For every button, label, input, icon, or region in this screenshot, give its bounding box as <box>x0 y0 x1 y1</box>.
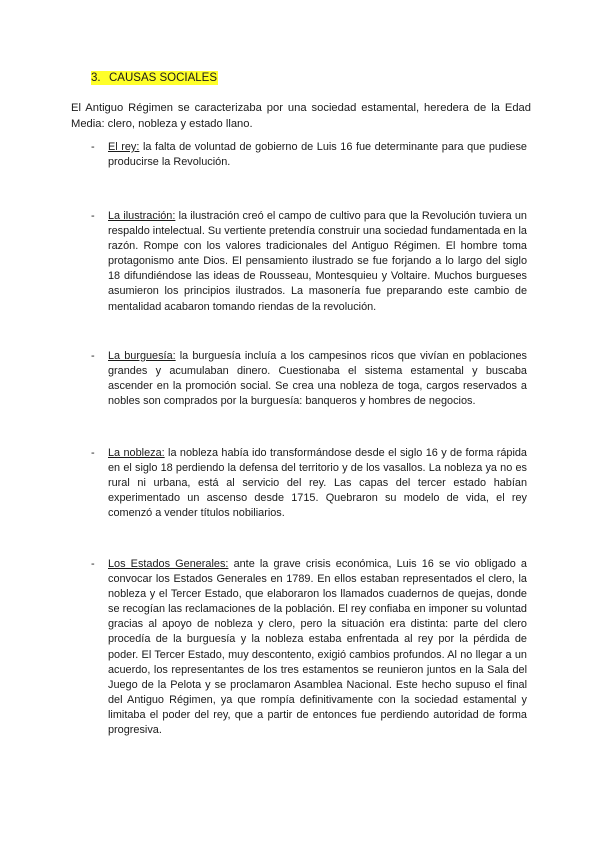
list-item-burguesia <box>91 349 527 409</box>
list-item-rey <box>91 140 527 170</box>
bullet-dash: - <box>91 141 95 153</box>
list-item-body <box>108 557 527 738</box>
bullet-dash: - <box>91 558 95 570</box>
list-item-estados-generales <box>91 557 527 738</box>
list-item-body <box>108 209 527 315</box>
item-text: la nobleza había ido transformándose desde el siglo 16 y de forma rápida en el siglo 18 perdiendo la defensa del territorio y de los vasallos. La nobleza ya no es rural ni urbana, está al servicio del rey. Las capas del tercer estado habían experimentado un ascenso desde 1715. Quebraron su modelo de vida, el rey comenzó a vender títulos nobiliarios. <box>108 447 527 520</box>
heading-highlight <box>91 71 218 85</box>
intro-paragraph: El Antiguo Régimen se caracterizaba por una sociedad estamental, heredera de la Edad Media: clero, nobleza y estado llano. <box>71 102 531 130</box>
bullet-dash: - <box>91 447 95 459</box>
item-term: Los Estados Generales: <box>108 558 229 570</box>
item-term: El rey: <box>108 141 140 153</box>
bullet-dash: - <box>91 210 95 222</box>
list-item-ilustracion <box>91 209 527 315</box>
list-item-body <box>108 349 527 409</box>
bullet-dash: - <box>91 350 95 362</box>
heading-number: 3. <box>91 72 101 84</box>
item-term: La nobleza: <box>108 447 165 459</box>
heading-title: CAUSAS SOCIALES <box>109 72 218 84</box>
item-text: la ilustración creó el campo de cultivo para que la Revolución tuviera un respaldo intelectual. Su vertiente pretendía construir una sociedad fundamentada en la razón. Rompe con los valores tradicionales del Antiguo Régimen. El hombre toma protagonismo ante Dios. El pensamiento ilustrado se fue forjando a lo largo del siglo 18 difundiéndose las ideas de Rousseau, Montesquieu y Voltaire. Muchos burgueses asumieron los principios ilustrados. La masonería fue preparando este cambio de mentalidad acabaron tomando riendas de la revolución. <box>108 210 527 313</box>
item-text: la falta de voluntad de gobierno de Luis 16 fue determinante para que pudiese producirse la Revolución. <box>108 141 527 169</box>
item-text: ante la grave crisis económica, Luis 16 se vio obligado a convocar los Estados Generales en 1789. En ellos estaban representados el clero, la nobleza y el Tercer Estado, que elaboraron los llamados cuadernos de quejas, donde se recogían las reclamaciones de la población. El rey confiaba en imponer su voluntad gracias al apoyo de nobleza y clero, pero la situación era distinta: parte del clero procedía de la burguesía y la nobleza estaba enfrentada al rey por la pérdida de poder. El Tercer Estado, muy descontento, exigió cambios profundos. Al no llegar a un acuerdo, los representantes de los tres estamentos se reunieron juntos en la Sala del Juego de la Pelota y se proclamaron Asamblea Nacional. Este hecho supuso el final del Antiguo Régimen, ya que rompía definitivamente con la sociedad estamental y limitaba el poder del rey, que a partir de entonces fue perdiendo autoridad de forma progresiva. <box>108 558 527 737</box>
item-text: la burguesía incluía a los campesinos ricos que vivían en poblaciones grandes y acumulaban dinero. Cuestionaba el sistema estamental y buscaba ascender en la promoción social. Se crea una nobleza de toga, cargos reservados a nobles son comprados por la burguesía: banqueros y hombres de negocios. <box>108 350 527 408</box>
list-item-nobleza <box>91 446 527 521</box>
section-heading <box>91 71 218 86</box>
item-term: La ilustración: <box>108 210 176 222</box>
item-term: La burguesía: <box>108 350 176 362</box>
list-item-body <box>108 446 527 521</box>
list-item-body <box>108 140 527 170</box>
